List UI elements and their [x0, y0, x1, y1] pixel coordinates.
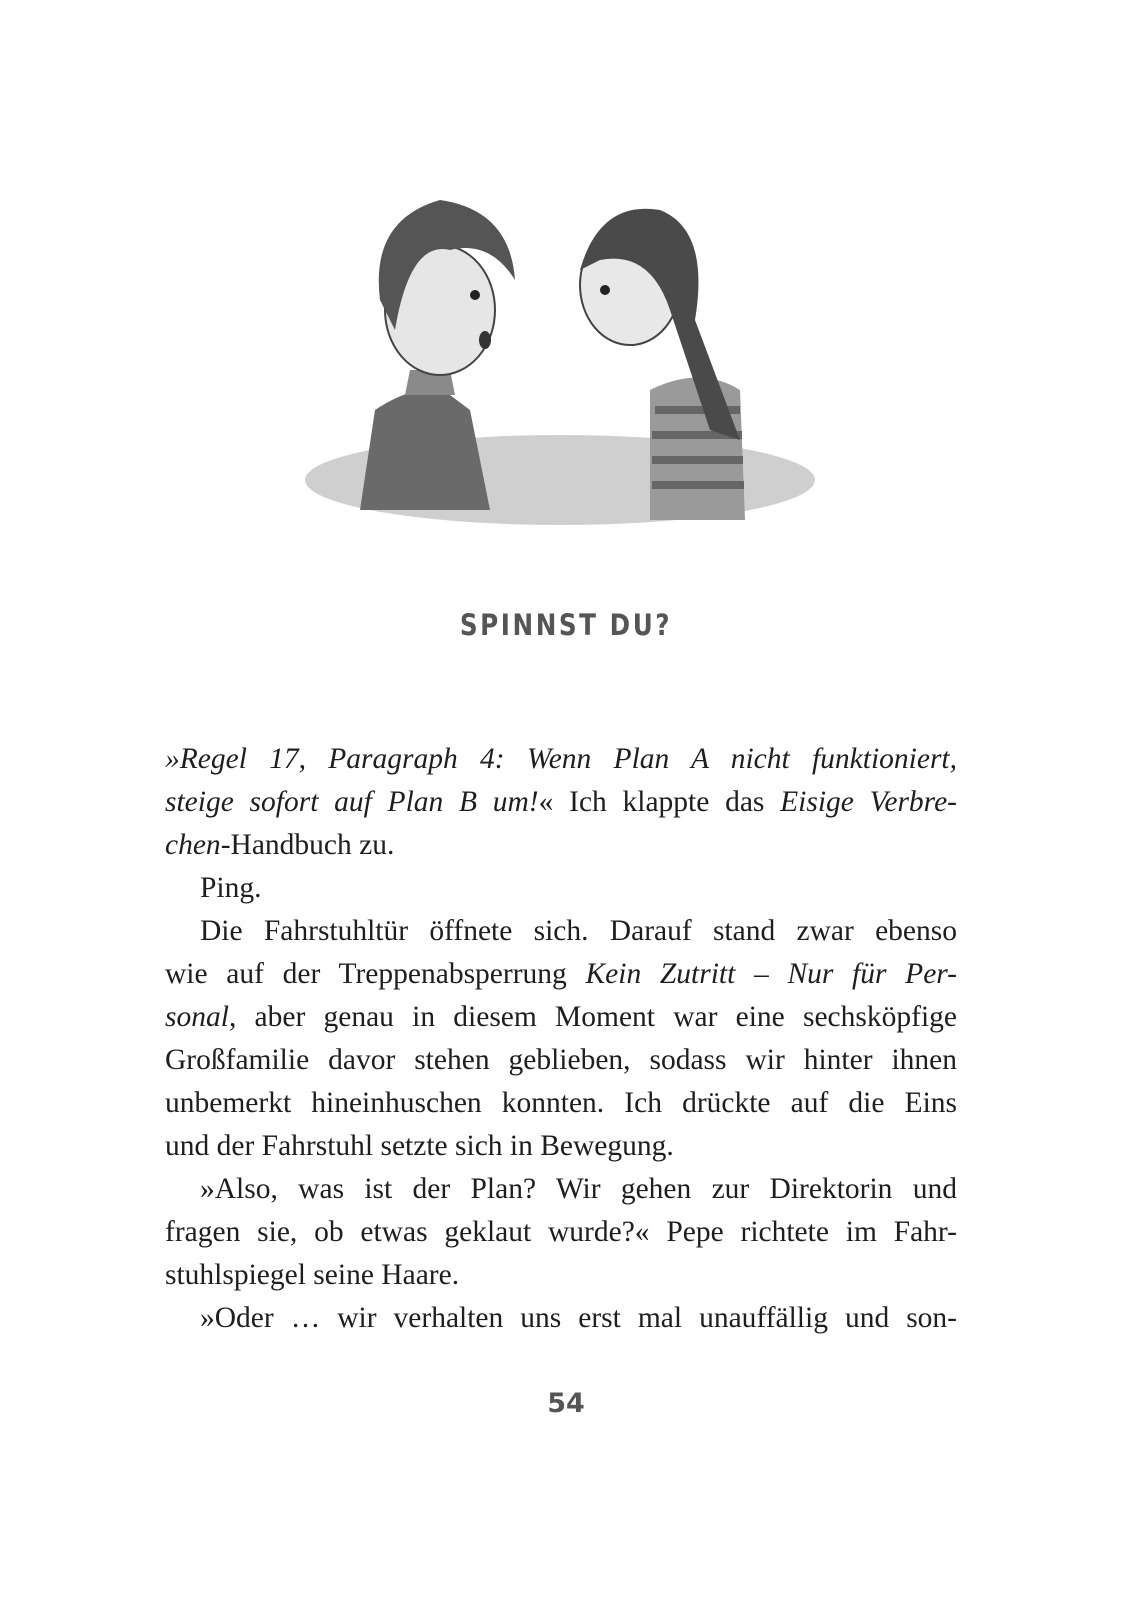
- text-line: [165, 1125, 957, 1168]
- text-segment: -Handbuch zu.: [220, 829, 395, 861]
- text-segment: stuhlspiegel seine Haare.: [165, 1259, 460, 1291]
- text-segment: wie auf der Treppenabsperrung: [165, 958, 586, 990]
- text-segment: steige sofort auf Plan B um!: [165, 786, 539, 818]
- text-segment: Kein Zutritt – Nur für Per-: [585, 958, 958, 990]
- text-segment: sonal: [165, 1001, 229, 1033]
- text-line: [165, 781, 957, 824]
- text-line: [165, 824, 957, 867]
- text-segment: Großfamilie davor stehen geblieben, sodass wir hinter ihnen: [165, 1044, 957, 1076]
- text-segment: »Regel 17, Paragraph 4: Wenn Plan A nicht funktioniert,: [165, 743, 957, 775]
- text-segment: « Ich klappte das: [538, 786, 781, 818]
- text-segment: chen: [165, 829, 221, 861]
- text-segment: Eisige Verbre-: [780, 786, 957, 818]
- text-segment: Ping.: [200, 872, 262, 904]
- text-line: [165, 1254, 957, 1297]
- text-line: [165, 1039, 957, 1082]
- text-line: [165, 867, 957, 910]
- text-line: [165, 953, 957, 996]
- text-line: [165, 1082, 957, 1125]
- text-segment: fragen sie, ob etwas geklaut wurde?« Pepe richtete im Fahr-: [165, 1216, 957, 1248]
- text-line: [165, 738, 957, 781]
- text-segment: , aber genau in diesem Moment war eine sechsköpfige: [228, 1001, 957, 1033]
- text-segment: Die Fahrstuhltür öffnete sich. Darauf stand zwar ebenso: [200, 915, 957, 947]
- chapter-title: SPINNST DU?: [459, 608, 673, 642]
- text-line: [165, 996, 957, 1039]
- text-line: [165, 1297, 957, 1340]
- text-line: [165, 910, 957, 953]
- text-segment: »Also, was ist der Plan? Wir gehen zur Direktorin und: [200, 1173, 957, 1205]
- text-segment: und der Fahrstuhl setzte sich in Bewegung.: [165, 1130, 674, 1162]
- illustration-two-children: [300, 180, 830, 550]
- text-line: [165, 1211, 957, 1254]
- body-text: [165, 738, 957, 1340]
- text-segment: unbemerkt hineinhuschen konnten. Ich drückte auf die Eins: [165, 1087, 957, 1119]
- text-line: [165, 1168, 957, 1211]
- text-segment: »Oder … wir verhalten uns erst mal unauffällig und son-: [200, 1302, 957, 1334]
- page-number: 54: [547, 1388, 585, 1419]
